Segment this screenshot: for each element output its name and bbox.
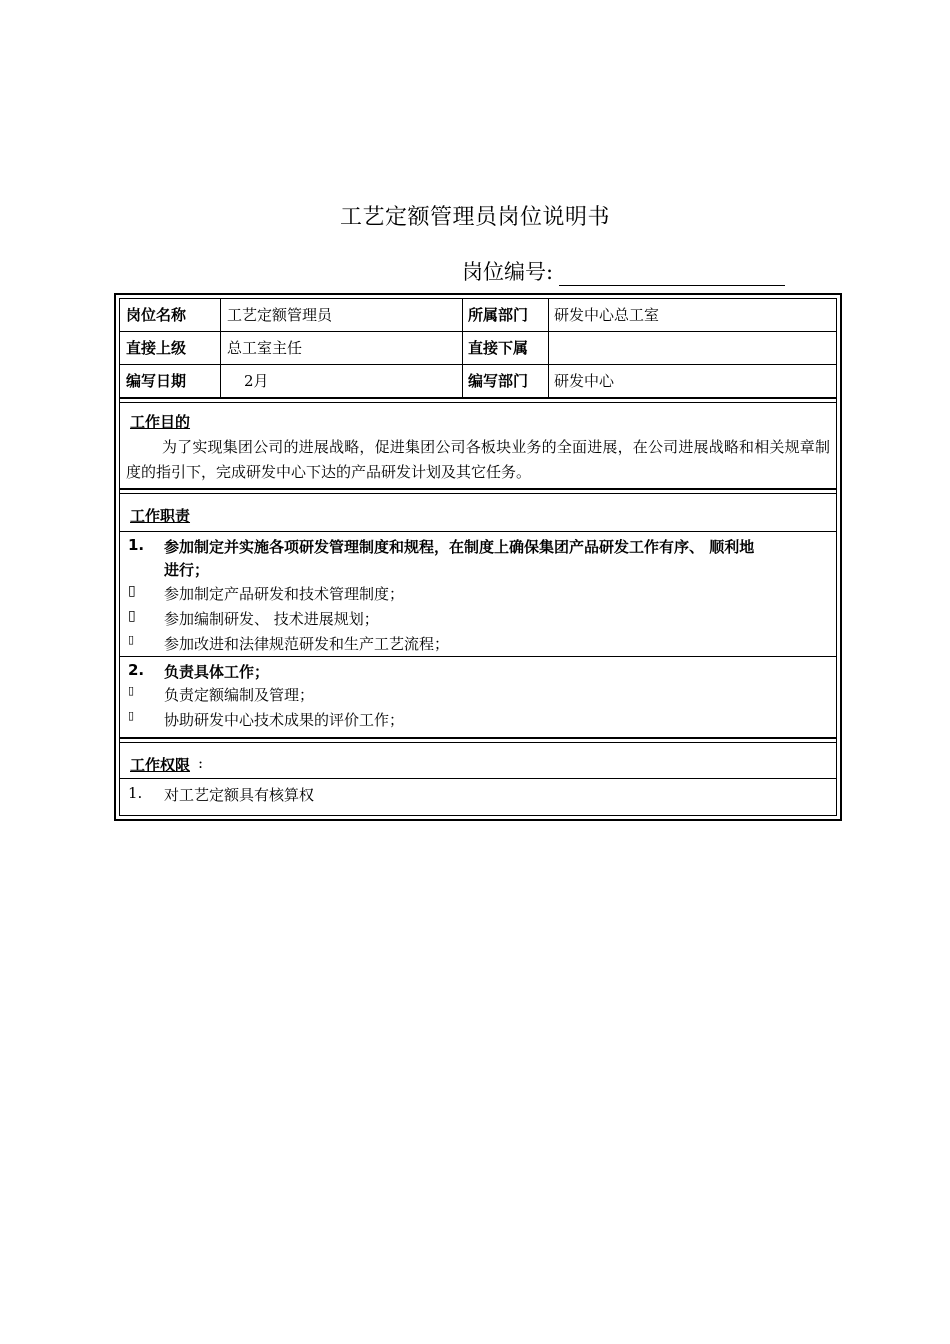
bullet-icon: ▯ — [128, 709, 135, 722]
label-write-date: 编写日期 — [126, 372, 187, 390]
label-position-name: 岗位名称 — [126, 306, 187, 324]
double-rule — [120, 737, 836, 743]
authority-number: 1. — [128, 784, 143, 802]
bullet-icon: ▯ — [128, 608, 136, 624]
document-title: 工艺定额管理员岗位说明书 — [339, 205, 610, 230]
value-department: 研发中心总工室 — [554, 306, 660, 324]
duty-item: 参加编制研发、 技术进展规划； — [164, 610, 379, 628]
bullet-icon: ▯ — [128, 684, 135, 697]
double-rule — [120, 488, 836, 494]
double-rule — [120, 397, 836, 403]
authority-item: 对工艺定额具有核算权 — [164, 786, 315, 804]
duties-separator — [120, 531, 836, 532]
label-subordinates: 直接下属 — [468, 339, 529, 357]
duty-group-title: 参加制定并实施各项研发管理制度和规程，在制度上确保集团产品研发工作有序、 顺利地 — [164, 538, 755, 556]
label-supervisor: 直接上级 — [126, 339, 187, 357]
value-write-date: 2月 — [244, 372, 269, 390]
info-row — [120, 332, 836, 365]
purpose-text: 为了实现集团公司的进展战略，促进集团公司各板块业务的全面进展，在公司进展战略和相关规章制度的指引下，完成研发中心下达的产品研发计划及其它任务。 — [126, 438, 830, 481]
authority-colon: : — [198, 754, 204, 772]
duty-group-title: 负责具体工作； — [164, 663, 270, 681]
info-row — [120, 299, 836, 332]
info-grid — [120, 299, 836, 397]
bullet-icon: ▯ — [128, 583, 136, 599]
label-department: 所属部门 — [468, 306, 529, 324]
duties-separator — [120, 656, 836, 657]
position-number — [462, 256, 785, 286]
authority-separator — [120, 778, 836, 779]
info-row — [120, 365, 836, 397]
value-position-name: 工艺定额管理员 — [227, 306, 333, 324]
duty-group-title-cont: 进行； — [164, 561, 210, 579]
duty-group-number: 2. — [128, 661, 145, 679]
value-supervisor: 总工室主任 — [227, 339, 303, 357]
duty-item: 参加改进和法律规范研发和生产工艺流程； — [164, 635, 450, 653]
value-write-department: 研发中心 — [554, 372, 615, 390]
table-inner — [119, 298, 837, 816]
position-number-blank — [559, 263, 785, 286]
label-write-department: 编写部门 — [468, 372, 529, 390]
duty-group-number: 1. — [128, 536, 145, 554]
duty-item: 负责定额编制及管理； — [164, 686, 315, 704]
duties-heading: 工作职责 — [130, 507, 191, 525]
bullet-icon: ▯ — [128, 633, 135, 646]
duty-item: 参加制定产品研发和技术管理制度； — [164, 585, 405, 603]
job-description-table — [114, 293, 842, 821]
position-number-label: 岗位编号: — [462, 260, 554, 284]
authority-heading-text: 工作权限 — [130, 756, 191, 774]
purpose-heading: 工作目的 — [130, 413, 191, 431]
authority-heading — [130, 754, 190, 775]
duty-item: 协助研发中心技术成果的评价工作； — [164, 711, 405, 729]
